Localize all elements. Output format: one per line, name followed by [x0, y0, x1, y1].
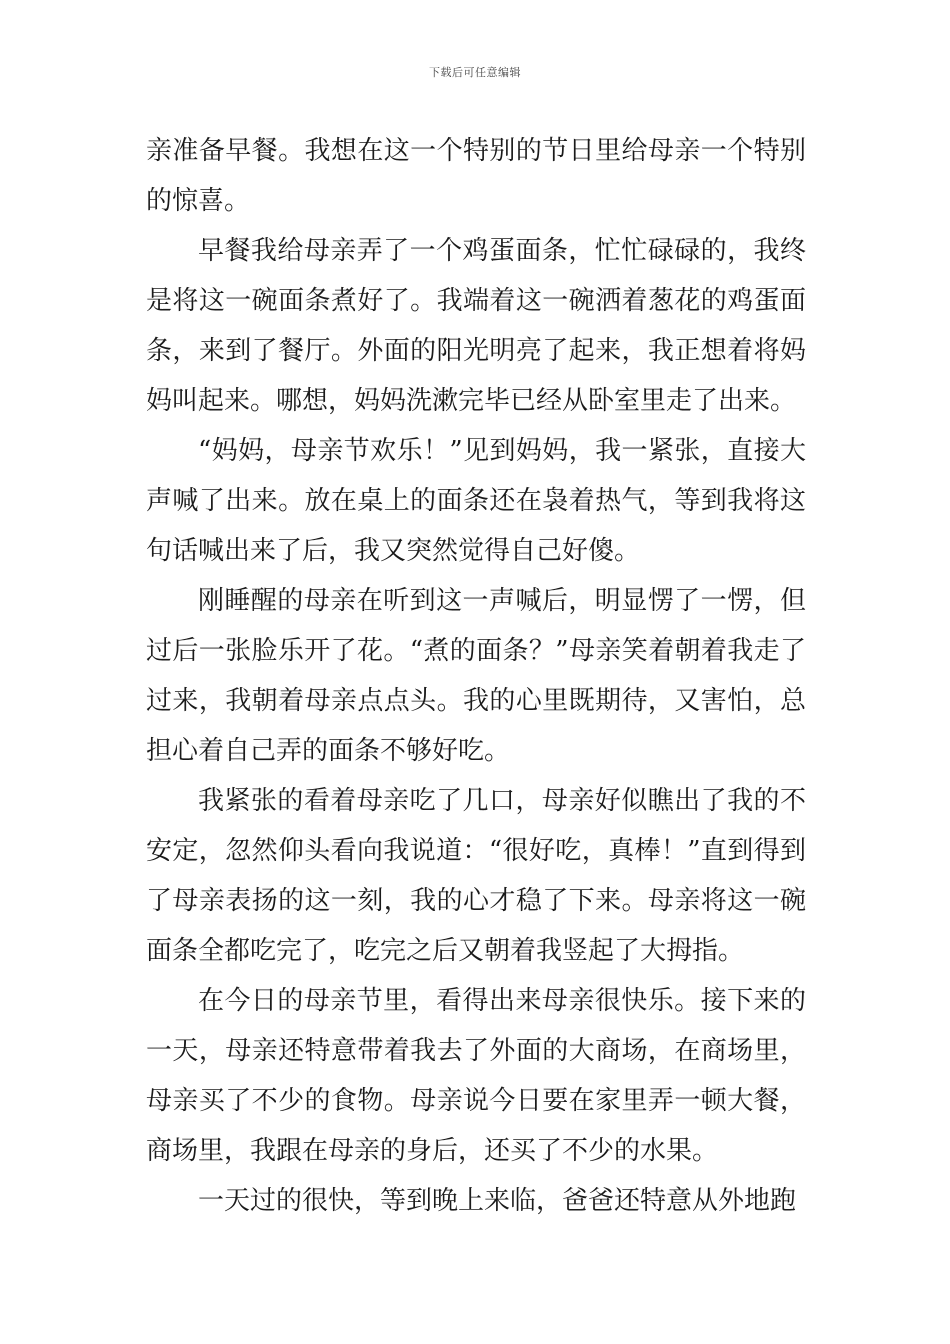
- paragraph: 早餐我给母亲弄了一个鸡蛋面条，忙忙碌碌的，我终是将这一碗面条煮好了。我端着这一碗洒着葱花的鸡蛋面条，来到了餐厅。外面的阳光明亮了起来，我正想着将妈妈叫起来。哪想，妈妈洗漱完毕已经从卧室里走了出来。: [146, 236, 806, 416]
- paragraph: 在今日的母亲节里，看得出来母亲很快乐。接下来的一天，母亲还特意带着我去了外面的大商场，在商场里，母亲买了不少的食物。母亲说今日要在家里弄一顿大餐，商场里，我跟在母亲的身后，还买了不少的水果。: [146, 986, 806, 1166]
- paragraph-continued: 亲准备早餐。我想在这一个特别的节日里给母亲一个特别的惊喜。: [146, 136, 806, 216]
- paragraph: 一天过的很快，等到晚上来临，爸爸还特意从外地跑: [198, 1186, 797, 1216]
- paragraph: 刚睡醒的母亲在听到这一声喊后，明显愣了一愣，但过后一张脸乐开了花。“煮的面条？”母亲笑着朝着我走了过来，我朝着母亲点点头。我的心里既期待，又害怕，总担心着自己弄的面条不够好吃。: [146, 586, 806, 766]
- paragraph: 我紧张的看着母亲吃了几口，母亲好似瞧出了我的不安定，忽然仰头看向我说道：“很好吃，真棒！”直到得到了母亲表扬的这一刻，我的心才稳了下来。母亲将这一碗面条全都吃完了，吃完之后又朝着我竖起了大拇指。: [146, 786, 806, 966]
- article-body: [146, 126, 806, 1226]
- paragraph: “妈妈，母亲节欢乐！”见到妈妈，我一紧张，直接大声喊了出来。放在桌上的面条还在袅着热气，等到我将这句话喊出来了后，我又突然觉得自己好傻。: [146, 436, 806, 566]
- page-header: 下载后可任意编辑: [429, 66, 521, 79]
